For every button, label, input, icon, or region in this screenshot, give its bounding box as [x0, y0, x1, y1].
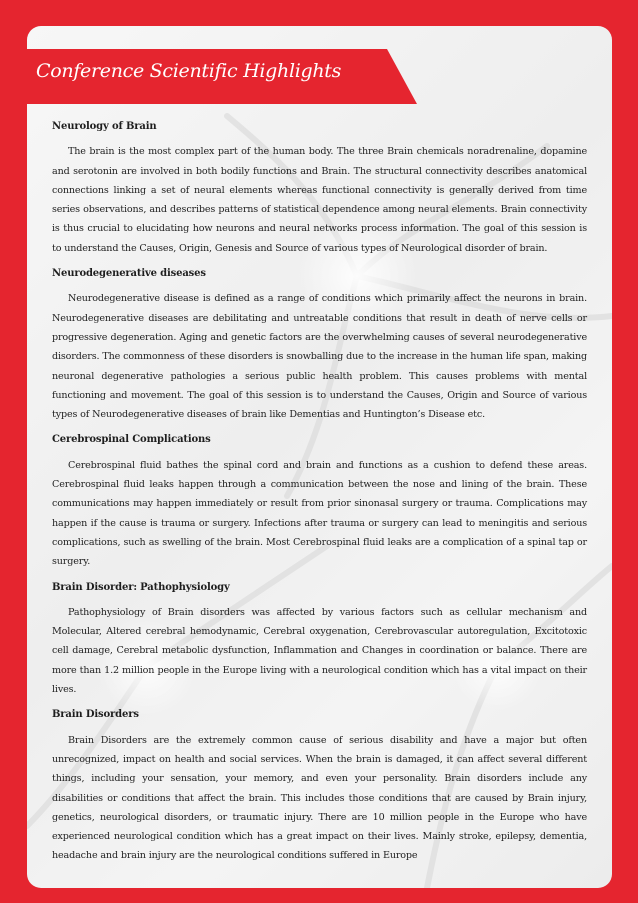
section-heading: Cerebrospinal Complications — [52, 434, 211, 446]
section-heading: Brain Disorder: Pathophysiology — [52, 581, 230, 593]
section-heading: Brain Disorders — [52, 709, 139, 721]
section-heading: Neurology of Brain — [52, 121, 157, 132]
section-neurodegenerative-diseases — [52, 264, 587, 424]
section-paragraph: Neurodegenerative disease is defined as a range of conditions which primarily affect the neurons in brain. Neurodegenerative diseases are debilitating and untreatable conditions that result in death of nerve cells or progressive degeneration. Aging and genetic factors are the overwhelming causes of several neurodegenerative disorders. The commonness of these disorders is snowballing due to the increase in the human life span, making neuronal degenerative pathologies a serious public health problem. This causes problems with mental functioning and movement. The goal of this session is to understand the Causes, Origin and Source of various types of Neurodegenerative diseases of brain like Dementias and Huntington’s Disease etc. — [52, 293, 587, 421]
section-paragraph: Cerebrospinal fluid bathes the spinal cord and brain and functions as a cushion to defend these areas. Cerebrospinal fluid leaks happen through a communication between the nose and lining of the brain. These communications may happen immediately or result from prior sinonasal surgery or trauma. Complications may happen if the cause is trauma or surgery. Infections after trauma or surgery can lead to meningitis and serious complications, such as swelling of the brain. Most Cerebrospinal fluid leaks are a complication of a spinal tap or surgery. — [52, 459, 587, 568]
section-brain-disorder-pathophysiology — [52, 578, 587, 700]
section-heading: Neurodegenerative diseases — [52, 268, 206, 280]
document-body — [52, 117, 587, 872]
section-paragraph: The brain is the most complex part of the human body. The three Brain chemicals noradrenaline, dopamine and serotonin are involved in both bodily functions and Brain. The structural connectivity describes anatomical connections linking a set of neural elements whereas functional connectivity is generally derived from time series observations, and describes patterns of statistical dependence among neural elements. Brain connectivity is thus crucial to elucidating how neurons and neural networks process information. The goal of this session is to understand the Causes, Origin, Genesis and Source of various types of Neurological disorder of brain. — [52, 146, 587, 254]
section-neurology-of-brain — [52, 117, 587, 258]
section-paragraph: Pathophysiology of Brain disorders was affected by various factors such as cellular mechanism and Molecular, Altered cerebral hemodynamic, Cerebral oxygenation, Cerebrovascular autoregulation, Excitotoxic cell damage, Cerebral metabolic dysfunction, Inflammation and Changes in coordination or balance. There are more than 1.2 million people in the Europe living with a neurological condition which has a vital impact on their lives. — [52, 606, 587, 696]
section-paragraph: Brain Disorders are the extremely common cause of serious disability and have a major but often unrecognized, impact on health and social services. When the brain is damaged, it can affect several different things, including your sensation, your memory, and even your personality. Brain disorders include any disabilities or conditions that affect the brain. This includes those conditions that are caused by Brain injury, genetics, neurological disorders, or traumatic injury. There are 10 million people in the Europe who have experienced neurological condition which has a great impact on their lives. Mainly stroke, epilepsy, dementia, headache and brain injury are the neurological conditions suffered in Europe — [52, 734, 587, 862]
section-cerebrospinal-complications — [52, 430, 587, 571]
section-brain-disorders — [52, 705, 587, 865]
page-title: Conference Scientific Highlights — [36, 60, 342, 82]
